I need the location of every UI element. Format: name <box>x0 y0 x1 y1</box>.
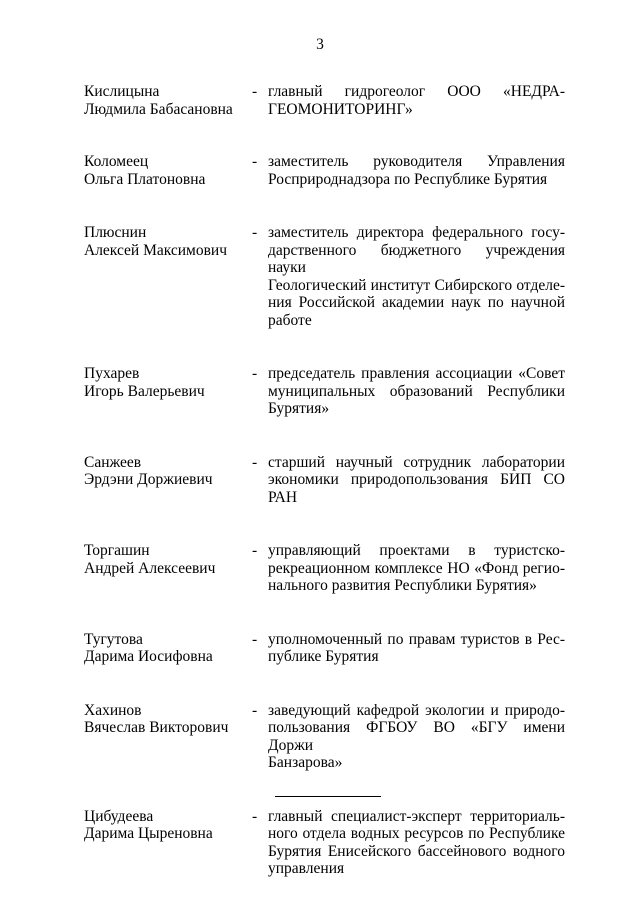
member-given-names: Андрей Алексеевич <box>84 559 216 577</box>
position-line: Бурятия Енисейского бассейнового водного <box>268 842 565 860</box>
position-line: Росприроднадзора по Республике Бурятия <box>268 170 548 188</box>
member-name <box>84 542 252 577</box>
position-line: рекреационном комплексе НО «Фонд регио- <box>268 559 565 577</box>
member-entry <box>84 153 565 188</box>
member-list <box>84 83 565 878</box>
separator-dash: - <box>252 542 258 559</box>
member-position <box>268 224 565 329</box>
member-name <box>84 83 252 118</box>
member-name <box>84 153 252 188</box>
position-line: экономики природопользования БИП СО <box>268 471 565 488</box>
separator-dash: - <box>252 83 258 100</box>
position-line: главный специалист-эксперт территориаль- <box>268 807 565 825</box>
position-line: председатель правления ассоциации «Совет <box>268 365 565 382</box>
member-surname: Цибудеева <box>84 807 154 825</box>
position-line: РАН <box>268 488 298 506</box>
member-position <box>268 454 565 507</box>
member-position <box>268 702 565 772</box>
separator-dash: - <box>252 153 258 170</box>
member-position <box>268 631 565 666</box>
page-number: 3 <box>316 36 324 53</box>
position-line: Банзарова» <box>268 754 343 771</box>
member-entry <box>84 542 565 595</box>
position-line: заведующий кафедрой экологии и природо- <box>268 701 565 719</box>
position-line: публике Бурятия <box>268 648 379 665</box>
position-line: Геологический институт Сибирского отделе- <box>268 276 565 294</box>
member-position <box>268 542 565 595</box>
position-line: главный гидрогеолог ООО «НЕДРА- <box>268 83 565 100</box>
member-given-names: Ольга Платоновна <box>84 170 206 188</box>
member-position <box>268 808 565 878</box>
member-entry <box>84 808 565 878</box>
separator-dash: - <box>252 807 258 825</box>
separator-dash: - <box>252 453 258 471</box>
member-entry <box>84 702 565 772</box>
position-line: муниципальных образований Республики <box>268 382 565 400</box>
member-given-names: Эрдэни Доржиевич <box>84 471 213 488</box>
member-given-names: Людмила Бабасановна <box>84 100 233 118</box>
position-line: уполномоченный по правам туристов в Рес- <box>268 630 565 648</box>
member-given-names: Дарима Цыреновна <box>84 825 213 842</box>
member-given-names: Вячеслав Викторович <box>84 719 229 736</box>
member-position <box>268 153 565 188</box>
member-position <box>268 365 565 418</box>
position-line: заместитель директора федерального госу- <box>268 224 565 241</box>
member-surname: Санжеев <box>84 453 142 471</box>
member-entry <box>84 365 565 418</box>
member-surname: Кислицына <box>84 83 160 100</box>
member-name <box>84 808 252 843</box>
member-position <box>268 83 565 118</box>
position-line: управления <box>268 860 345 877</box>
member-given-names: Игорь Валерьевич <box>84 382 205 400</box>
position-line: заместитель руководителя Управления <box>268 153 565 170</box>
member-name <box>84 365 252 400</box>
member-entry <box>84 224 565 329</box>
separator-dash: - <box>252 365 258 382</box>
position-line: управляющий проектами в туристско- <box>268 542 565 559</box>
position-line: ного отдела водных ресурсов по Республике <box>268 825 565 842</box>
position-line: старший научный сотрудник лаборатории <box>268 453 565 471</box>
member-surname: Торгашин <box>84 542 150 559</box>
member-surname: Плюснин <box>84 224 147 241</box>
position-line: ния Российской академии наук по научной <box>268 294 565 311</box>
member-name <box>84 702 252 737</box>
member-name <box>84 224 252 259</box>
member-entry <box>84 454 565 507</box>
position-line: ГЕОМОНИТОРИНГ» <box>268 100 413 118</box>
member-surname: Пухарев <box>84 365 140 382</box>
member-name <box>84 454 252 489</box>
separator-dash: - <box>252 224 258 241</box>
position-line: Бурятия» <box>268 400 330 417</box>
member-surname: Хахинов <box>84 701 142 719</box>
member-surname: Тугутова <box>84 630 143 648</box>
member-given-names: Алексей Максимович <box>84 241 228 259</box>
member-surname: Коломеец <box>84 153 149 170</box>
member-entry <box>84 631 565 666</box>
member-given-names: Дарима Иосифовна <box>84 648 213 665</box>
position-line: нального развития Республики Бурятия» <box>268 577 537 594</box>
separator-dash: - <box>252 630 258 648</box>
member-name <box>84 631 252 666</box>
separator-dash: - <box>252 701 258 719</box>
closing-rule <box>275 796 381 797</box>
position-line: пользования ФГБОУ ВО «БГУ имени Доржи <box>268 719 565 754</box>
member-entry <box>84 83 565 118</box>
position-line: работе <box>268 311 312 329</box>
position-line: дарственного бюджетного учреждения науки <box>268 241 565 276</box>
